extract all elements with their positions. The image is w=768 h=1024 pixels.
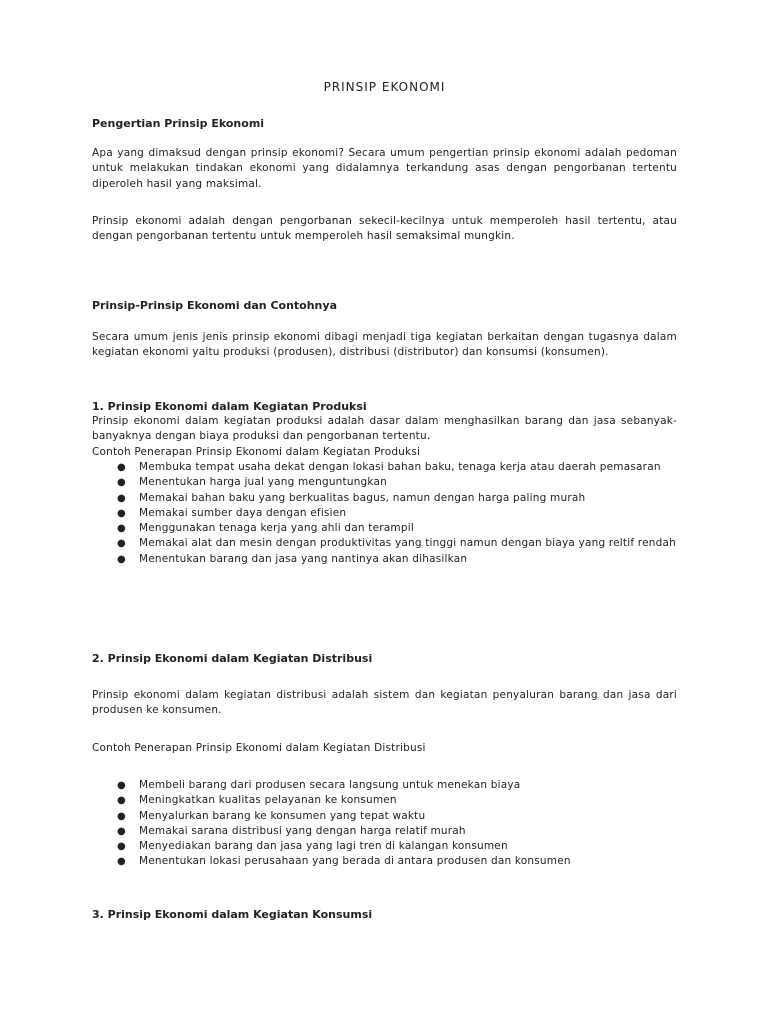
list-item: ● Meningkatkan kualitas pelayanan ke konsumen [92, 793, 677, 808]
bullet-icon: ● [117, 492, 126, 504]
list-item: ● Memakai sarana distribusi yang dengan harga relatif murah [92, 824, 677, 839]
heading-prinsip-prinsip: Prinsip-Prinsip Ekonomi dan Contohnya [92, 299, 337, 312]
list-item: ● Menentukan lokasi perusahaan yang berada di antara produsen dan konsumen [92, 854, 677, 869]
list-item: ● Menyalurkan barang ke konsumen yang tepat waktu [92, 809, 677, 824]
bullet-icon: ● [117, 810, 126, 822]
heading-distribusi: 2. Prinsip Ekonomi dalam Kegiatan Distribusi [92, 652, 373, 665]
paragraph-produksi: Prinsip ekonomi dalam kegiatan produksi adalah dasar dalam menghasilkan barang dan jasa sebanyak-banyaknya dengan biaya produksi dan pengorbanan tertentu. [92, 415, 677, 443]
list-item: ● Menentukan harga jual yang menguntungkan [92, 475, 677, 490]
bullet-icon: ● [117, 477, 126, 489]
bullet-icon: ● [117, 462, 126, 473]
list-distribusi [92, 778, 677, 870]
bullet-icon: ● [117, 856, 126, 868]
list-item: ● Menggunakan tenaga kerja yang ahli dan terampil [92, 521, 677, 536]
bullet-icon: ● [117, 780, 126, 791]
list-produksi [92, 460, 677, 567]
heading-pengertian: Pengertian Prinsip Ekonomi [92, 117, 265, 130]
heading-produksi: 1. Prinsip Ekonomi dalam Kegiatan Produksi [92, 400, 367, 413]
heading-konsumsi: 3. Prinsip Ekonomi dalam Kegiatan Konsumsi [92, 908, 373, 921]
paragraph-pengertian-2: Prinsip ekonomi adalah dengan pengorbanan sekecil-kecilnya untuk memperoleh hasil tertentu, atau dengan pengorbanan tertentu untuk memperoleh hasil semaksimal mungkin. [92, 215, 677, 243]
bullet-icon: ● [117, 523, 126, 535]
list-item: ● Menentukan barang dan jasa yang nantinya akan dihasilkan [92, 552, 677, 567]
contoh-label-distribusi: Contoh Penerapan Prinsip Ekonomi dalam Kegiatan Distribusi [92, 742, 426, 754]
paragraph-pengertian-1: Apa yang dimaksud dengan prinsip ekonomi? Secara umum pengertian prinsip ekonomi adalah pedoman untuk melakukan tindakan ekonomi yang didalamnya terkandung asas dengan pengorbanan tertentu diperoleh hasil yang maksimal. [92, 147, 677, 190]
list-item: ● Memakai bahan baku yang berkualitas bagus, namun dengan harga paling murah [92, 491, 677, 506]
bullet-icon: ● [117, 795, 126, 807]
paragraph-distribusi: Prinsip ekonomi dalam kegiatan distribusi adalah sistem dan kegiatan penyaluran barang dan jasa dari produsen ke konsumen. [92, 689, 677, 717]
bullet-icon: ● [117, 507, 126, 519]
list-item: ● Memakai alat dan mesin dengan produktivitas yang tinggi namun dengan biaya yang reltif rendah [92, 536, 677, 551]
list-item: ● Menyediakan barang dan jasa yang lagi tren di kalangan konsumen [92, 839, 677, 854]
contoh-label-produksi: Contoh Penerapan Prinsip Ekonomi dalam Kegiatan Produksi [92, 446, 421, 458]
bullet-icon: ● [117, 553, 126, 565]
bullet-icon: ● [117, 841, 126, 853]
bullet-icon: ● [117, 538, 126, 550]
list-item: ● Memakai sumber daya dengan efisien [92, 506, 677, 521]
list-item: ● Membuka tempat usaha dekat dengan lokasi bahan baku, tenaga kerja atau daerah pemasaran [92, 460, 677, 475]
paragraph-prinsip-prinsip: Secara umum jenis jenis prinsip ekonomi dibagi menjadi tiga kegiatan berkaitan dengan tugasnya dalam kegiatan ekonomi yaitu produksi (produsen), distribusi (distributor) dan konsumsi (konsumen). [92, 331, 677, 359]
document-page [92, 0, 677, 1024]
document-title: PRINSIP EKONOMI [323, 80, 446, 94]
list-item: ● Membeli barang dari produsen secara langsung untuk menekan biaya [92, 778, 677, 793]
bullet-icon: ● [117, 825, 126, 837]
